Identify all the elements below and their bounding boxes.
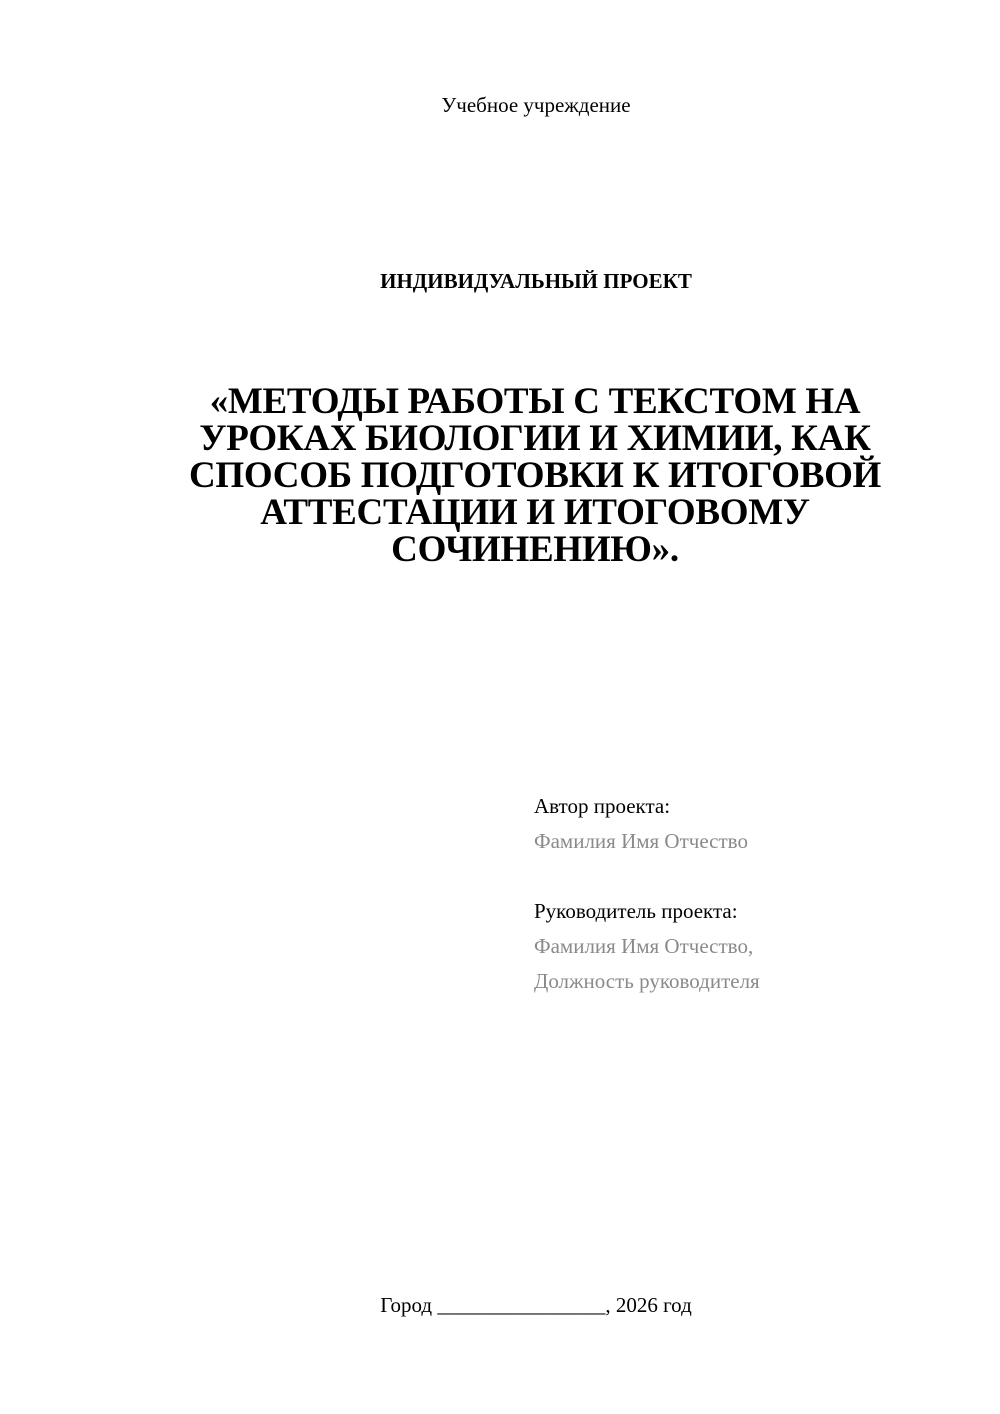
project-title xyxy=(150,383,920,568)
author-name-placeholder: Фамилия Имя Отчество xyxy=(534,829,748,853)
year-text: , 2026 год xyxy=(605,1293,692,1317)
supervisor-name-placeholder: Фамилия Имя Отчество, xyxy=(534,934,754,958)
supervisor-label: Руководитель проекта: xyxy=(534,899,738,923)
project-title-line: АТТЕСТАЦИИ И ИТОГОВОМУ xyxy=(260,492,810,533)
project-title-line: «МЕТОДЫ РАБОТЫ С ТЕКСТОМ НА xyxy=(209,381,861,422)
project-title-line: УРОКАХ БИОЛОГИИ И ХИМИИ, КАК xyxy=(199,418,871,459)
city-label: Город xyxy=(380,1293,433,1317)
supervisor-position-placeholder: Должность руководителя xyxy=(534,969,760,993)
institution-name: Учебное учреждение xyxy=(441,93,631,117)
spacer xyxy=(534,859,760,894)
document-type-heading: ИНДИВИДУАЛЬНЫЙ ПРОЕКТ xyxy=(380,269,692,293)
city-blank-line: ________________ xyxy=(437,1293,606,1317)
project-title-line: СОЧИНЕНИЮ». xyxy=(391,529,679,570)
project-title-line: СПОСОБ ПОДГОТОВКИ К ИТОГОВОЙ xyxy=(188,455,882,496)
project-credits xyxy=(534,789,760,999)
author-label: Автор проекта: xyxy=(534,794,671,818)
city-year-footer xyxy=(72,1292,1000,1318)
